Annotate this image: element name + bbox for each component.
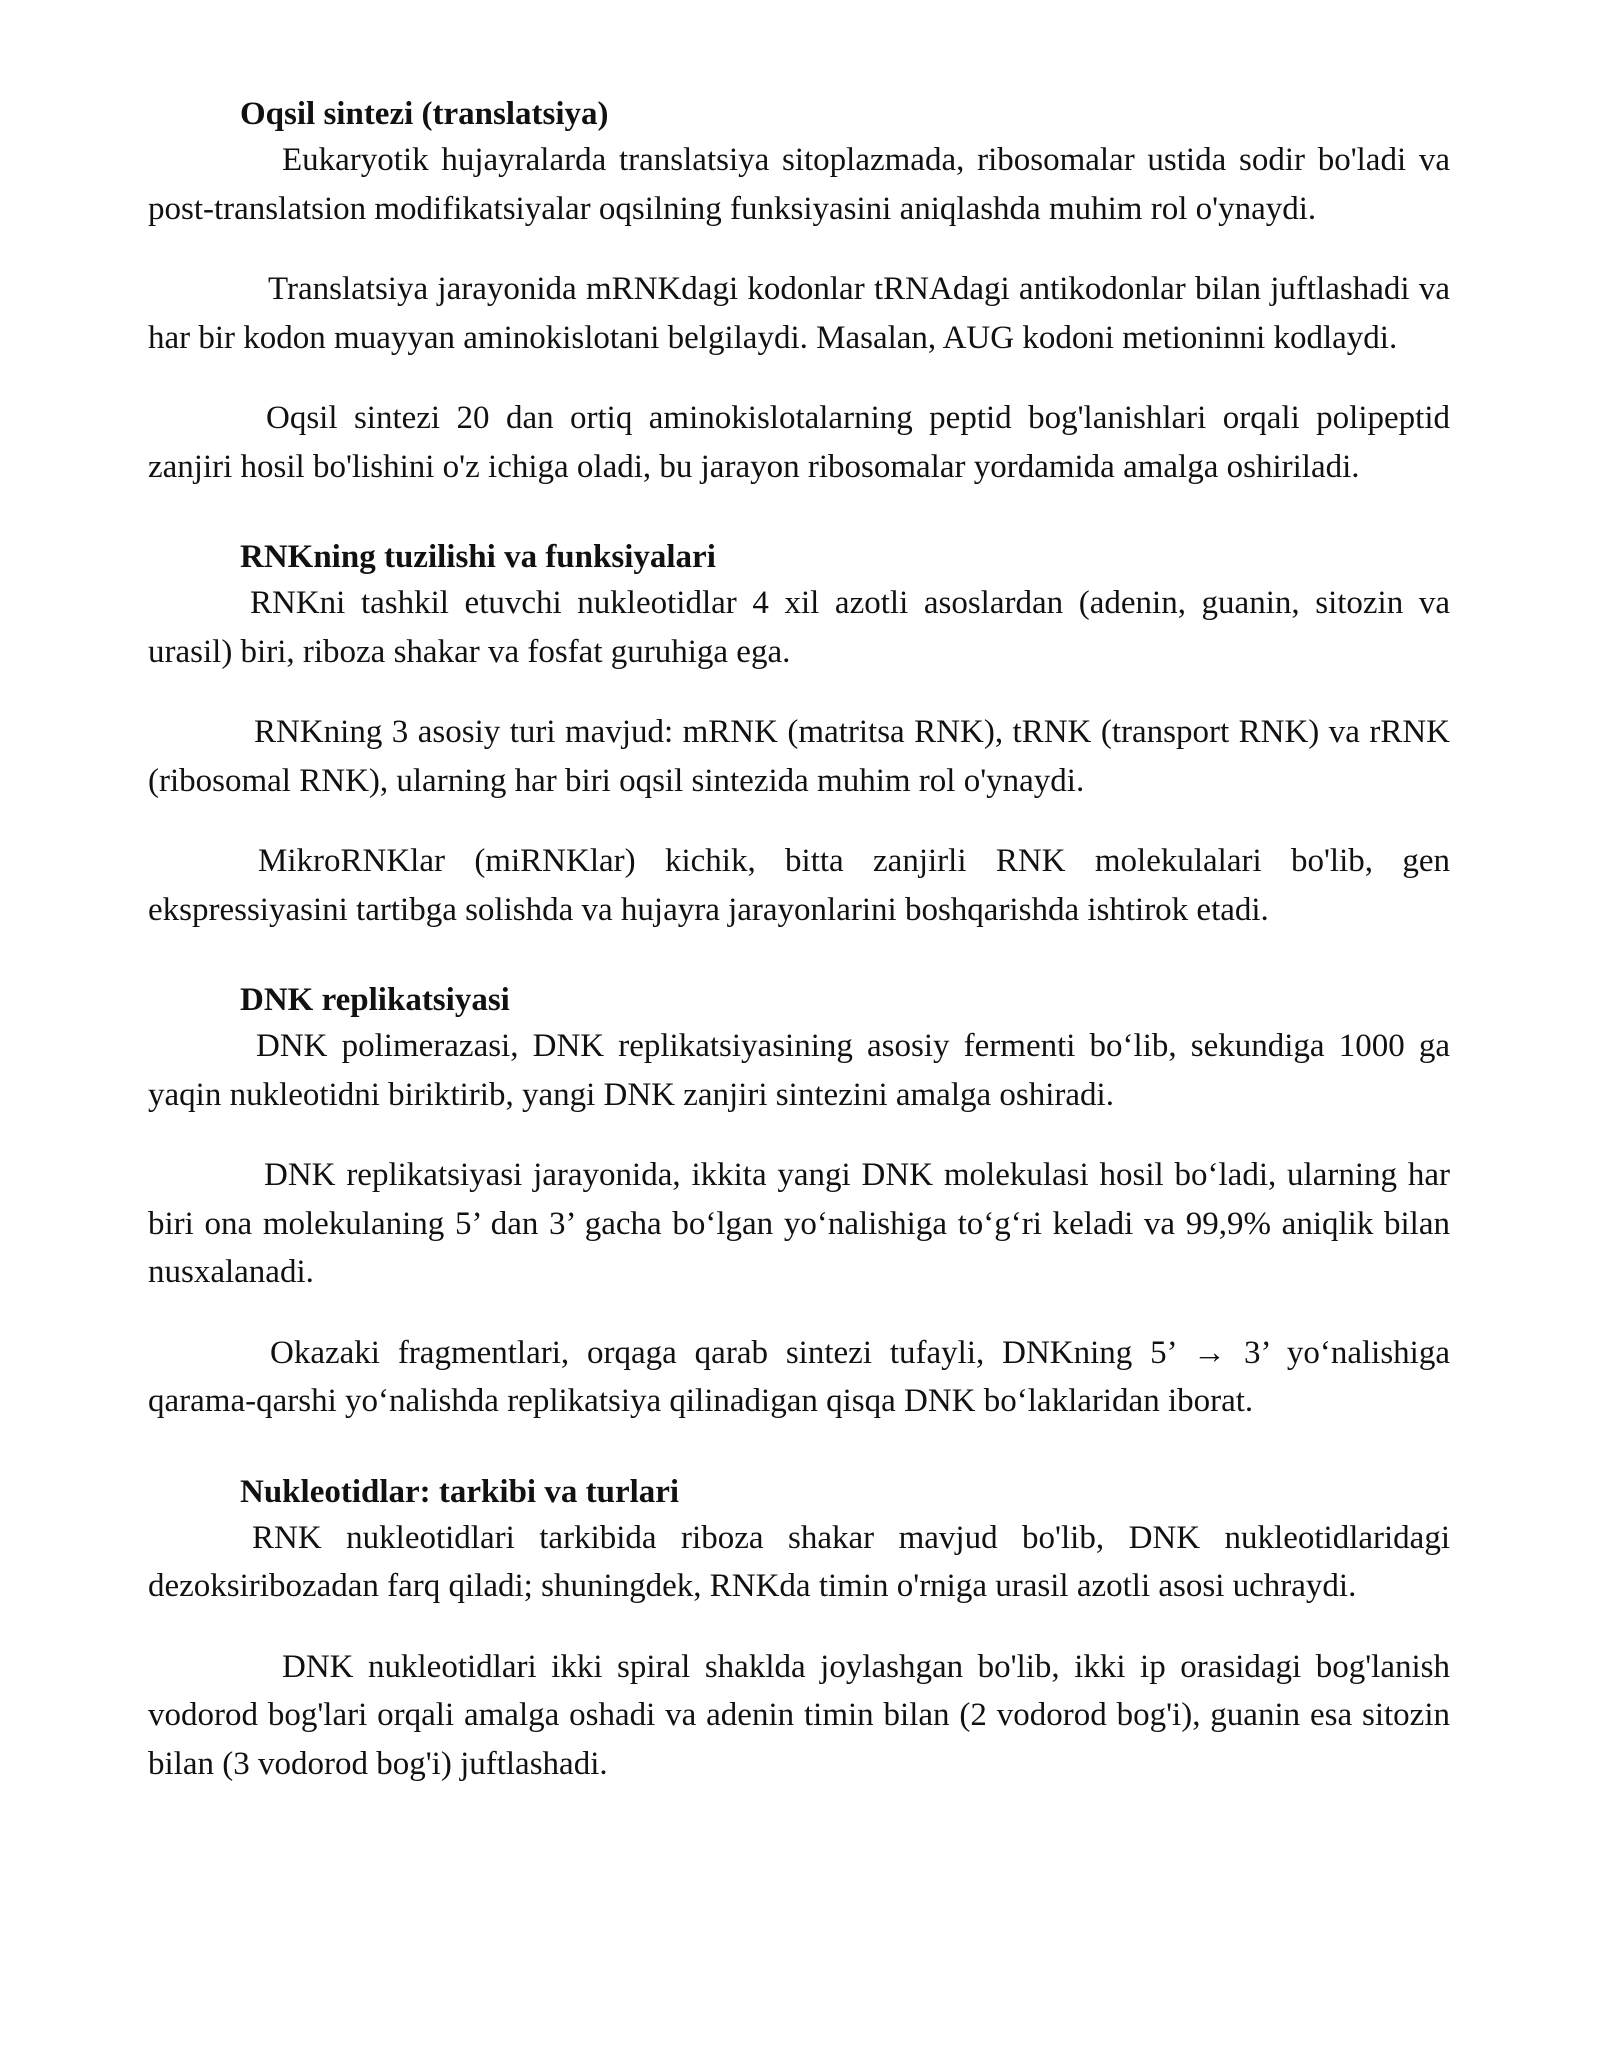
section-heading: DNK replikatsiyasi xyxy=(240,982,510,1018)
section-dnk-replikatsiyasi xyxy=(148,978,1450,1426)
paragraph: RNKni tashkil etuvchi nukleotidlar 4 xil azotli asoslardan (adenin, guanin, sitozin va urasil) biri, riboza shakar va fosfat guruhiga ega. xyxy=(148,585,1450,670)
section-heading: Nukleotidlar: tarkibi va turlari xyxy=(240,1473,680,1510)
paragraph: DNK nukleotidlari ikki spiral shaklda joylashgan bo'lib, ikki ip orasidagi bog'lanish vodorod bog'lari orqali amalga oshadi va adenin timin bilan (2 vodorod bog'i), guanin esa sitozin bilan (3 vodorod bog'i) juftlashadi. xyxy=(148,1648,1450,1782)
section-oqsil-sintezi xyxy=(148,92,1450,491)
paragraph: DNK replikatsiyasi jarayonida, ikkita yangi DNK molekulasi hosil bo‘ladi, ularning har biri ona molekulaning 5’ dan 3’ gacha bo‘lgan yo‘nalishiga to‘g‘ri keladi va 99,9% aniqlik bilan nusxalanadi. xyxy=(148,1157,1450,1290)
document-page xyxy=(148,92,1450,1788)
paragraph: RNKning 3 asosiy turi mavjud: mRNK (matritsa RNK), tRNK (transport RNK) va rRNK (ribosomal RNK), ularning har biri oqsil sintezida muhim rol o'ynaydi. xyxy=(148,714,1450,799)
section-heading: RNKning tuzilishi va funksiyalari xyxy=(240,539,716,575)
section-nukleotidlar xyxy=(148,1470,1450,1789)
section-heading: Oqsil sintezi (translatsiya) xyxy=(240,96,609,132)
paragraph: Okazaki fragmentlari, orqaga qarab sintezi tufayli, DNKning 5’ → 3’ yo‘nalishiga qarama-qarshi yo‘nalishda replikatsiya qilinadigan qisqa DNK bo‘laklaridan iborat. xyxy=(148,1334,1450,1419)
paragraph: MikroRNKlar (miRNKlar) kichik, bitta zanjirli RNK molekulalari bo'lib, gen ekspressiyasini tartibga solishda va hujayra jarayonlarini boshqarishda ishtirok etadi. xyxy=(148,843,1450,928)
paragraph: Oqsil sintezi 20 dan ortiq aminokislotalarning peptid bog'lanishlari orqali polipeptid zanjiri hosil bo'lishini o'z ichiga oladi, bu jarayon ribosomalar yordamida amalga oshiriladi. xyxy=(148,400,1450,485)
paragraph: DNK polimerazasi, DNK replikatsiyasining asosiy fermenti bo‘lib, sekundiga 1000 ga yaqin nukleotidni biriktirib, yangi DNK zanjiri sintezini amalga oshiradi. xyxy=(148,1028,1450,1113)
paragraph: Eukaryotik hujayralarda translatsiya sitoplazmada, ribosomalar ustida sodir bo'ladi va post-translatsion modifikatsiyalar oqsilning funksiyasini aniqlashda muhim rol o'ynaydi. xyxy=(148,142,1450,227)
paragraph: RNK nukleotidlari tarkibida riboza shakar mavjud bo'lib, DNK nukleotidlaridagi dezoksiribozadan farq qiladi; shuningdek, RNKda timin o'rniga urasil azotli asosi uchraydi. xyxy=(148,1519,1450,1604)
section-rnk-tuzilishi xyxy=(148,535,1450,934)
paragraph: Translatsiya jarayonida mRNKdagi kodonlar tRNAdagi antikodonlar bilan juftlashadi va har bir kodon muayyan aminokislotani belgilaydi. Masalan, AUG kodoni metioninni kodlaydi. xyxy=(148,271,1450,356)
